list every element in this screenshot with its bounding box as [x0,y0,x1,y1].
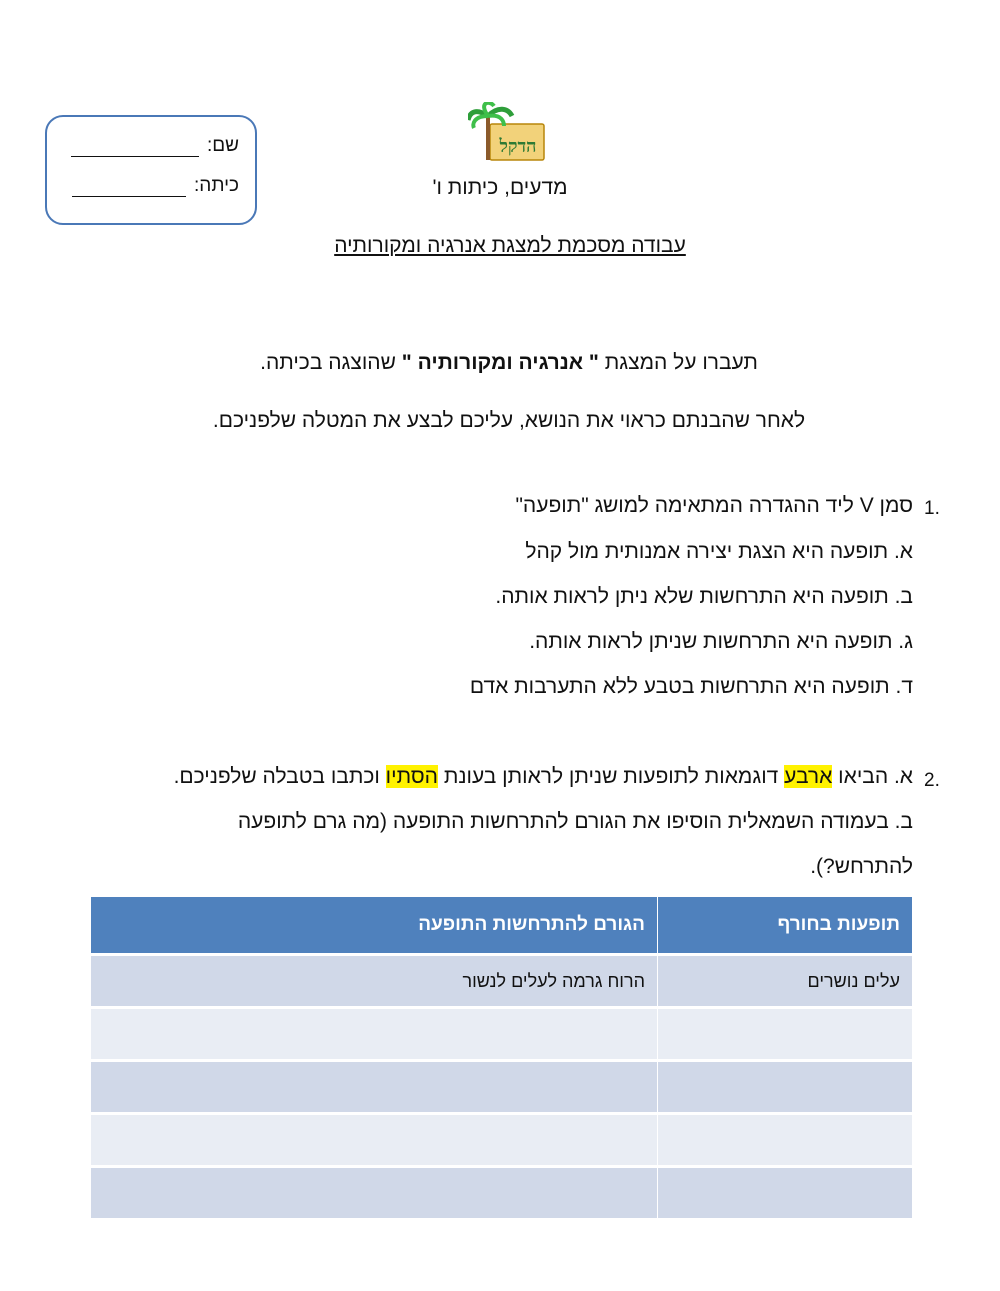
class-label: כיתה: [194,175,239,196]
phenomenon-cell[interactable] [658,1114,913,1167]
table-row [91,1008,913,1061]
question-1-number: 1. [924,498,940,519]
cause-cell[interactable] [91,1114,658,1167]
table-row [91,955,913,1008]
cause-cell[interactable] [91,1167,658,1219]
question-1-option-d[interactable]: ד. תופעה היא התרחשות בטבע ללא התערבות אדם [469,675,913,698]
q2a-highlight-four: ארבע [784,765,833,788]
q2a-mid: דוגמאות לתופעות שניתן לראותן בעונת [443,765,779,788]
table-row [91,1167,913,1219]
class-blank[interactable] [72,178,186,197]
question-1-option-b[interactable]: ב. תופעה היא התרחשות שלא ניתן לראות אותה. [495,585,913,608]
question-2-part-a [174,765,913,789]
page-title: עבודה מסכמת למצגת אנרגיה ומקורותיה [334,234,686,257]
question-2-part-b-line-2: להתרחש?). [810,855,913,878]
student-info-box [45,115,257,225]
intro-text-before: תעברו על המצגת [604,351,758,374]
name-label: שם: [206,135,239,156]
q2a-highlight-autumn: הסתיו [385,765,438,788]
header-phenomena: תופעות בחורף [658,897,913,955]
subject-line: מדעים, כיתות ו' [432,176,568,199]
cause-cell[interactable] [91,1008,658,1061]
question-1-option-a[interactable]: א. תופעה היא הצגת יצירה אמנותית מול קהל [525,540,913,563]
cause-cell[interactable] [91,1061,658,1114]
question-1-text: סמן V ליד ההגדרה המתאימה למושג "תופעה" [515,494,913,517]
name-field[interactable] [71,135,239,157]
class-field[interactable] [72,175,239,197]
school-logo [468,102,550,164]
intro-text-after: שהוצגה בכיתה. [260,351,396,374]
table-header-row [91,897,913,955]
presentation-name: " אנרגיה ומקורותיה " [401,351,599,374]
phenomenon-cell[interactable] [658,1008,913,1061]
phenomena-table [90,897,913,1218]
question-1-option-c[interactable]: ג. תופעה היא התרחשות שניתן לראות אותה. [529,630,913,653]
intro-line-1 [100,351,918,375]
phenomenon-cell[interactable]: עלים נושרים [658,955,913,1008]
question-2-number: 2. [924,770,940,791]
cause-cell[interactable]: הרוח גרמה לעלים לנשור [91,955,658,1008]
table-row [91,1061,913,1114]
intro-line-2: לאחר שהבנתם כראוי את הנושא, עליכם לבצע את המטלה שלפניכם. [212,409,806,432]
table-row [91,1114,913,1167]
name-blank[interactable] [71,138,199,157]
header-cause: הגורם להתרחשות התופעה [91,897,658,955]
q2a-suffix: וכתבו בטבלה שלפניכם. [173,765,380,788]
phenomenon-cell[interactable] [658,1061,913,1114]
logo-text: הדקל [499,136,537,157]
q2a-prefix: א. הביאו [838,765,913,788]
question-2-part-b-line-1: ב. בעמודה השמאלית הוסיפו את הגורם להתרחשות התופעה (מה גרם לתופעה [237,810,913,833]
phenomenon-cell[interactable] [658,1167,913,1219]
